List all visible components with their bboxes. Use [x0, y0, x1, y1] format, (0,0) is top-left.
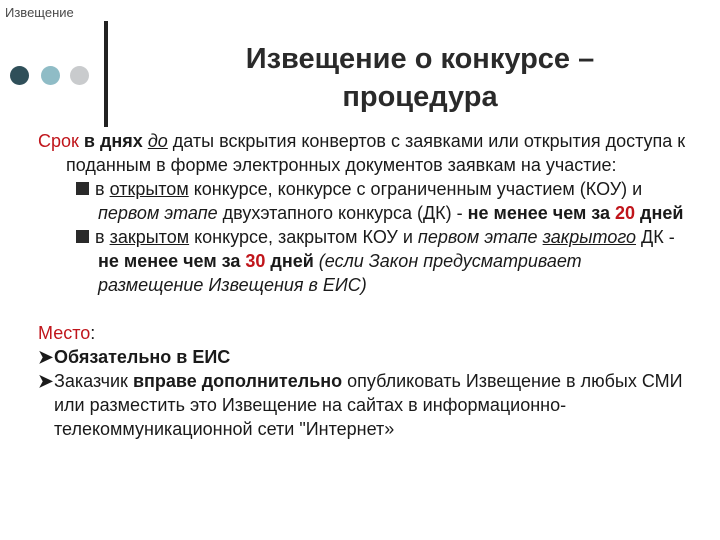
item2-days: дней — [265, 251, 314, 271]
item2-bold: не менее чем за — [98, 251, 246, 271]
checkbox-bullet-icon — [76, 230, 89, 243]
item1-text3: двухэтапного конкурса (ДК) - — [217, 203, 468, 223]
item1-pre: в — [95, 179, 110, 199]
slide-title — [160, 40, 680, 116]
srok-word: Срок — [38, 131, 79, 151]
list-item-closed — [38, 225, 688, 297]
item2-closed2: закрытого — [542, 227, 637, 247]
item1-number: 20 — [615, 203, 636, 223]
item1-bold: не менее чем за — [467, 203, 616, 223]
title-line1: Извещение о конкурсе – — [245, 43, 595, 75]
item2-note: (если Закон предусматривает размещение Извещения в ЕИС) — [98, 251, 582, 295]
item2-number: 30 — [245, 251, 266, 271]
arrow-bullet-icon: ➤ — [38, 371, 54, 391]
vertical-divider — [104, 21, 108, 127]
place-colon: : — [90, 323, 96, 343]
title-line2: процедура — [342, 81, 498, 113]
dot-dark — [10, 66, 29, 85]
item1-text2: конкурсе, конкурсе с ограниченным участием (КОУ) и — [188, 179, 643, 199]
item1-open: открытом — [109, 179, 189, 199]
item2-text2: конкурсе, закрытом КОУ и — [189, 227, 418, 247]
item2-first-stage: первом этапе — [417, 227, 538, 247]
place-bullet-1 — [38, 345, 688, 369]
item2-text3: ДК - — [636, 227, 675, 247]
list-item-open — [38, 177, 688, 225]
checkbox-bullet-icon — [76, 182, 89, 195]
dot-teal — [41, 66, 60, 85]
item1-first-stage: первом этапе — [98, 203, 218, 223]
days-word: в днях — [83, 131, 143, 151]
item2-pre: в — [95, 227, 110, 247]
dot-grey — [70, 66, 89, 85]
before-word: до — [147, 131, 168, 151]
place-label: Место — [38, 323, 91, 343]
item1-days: дней — [635, 203, 684, 223]
srok-text: даты вскрытия конвертов с заявками или открытия доступа к поданным в форме электронных документов заявкам на участие: — [66, 131, 686, 175]
header-caption: Извещение — [5, 5, 74, 20]
place-bullet-2 — [38, 369, 688, 441]
place-b2-rest: опубликовать Извещение в любых СМИ или разместить это Извещение на сайтах в информационно-телекоммуникационной сети "Интернет» — [54, 371, 683, 439]
place-b2-pre: Заказчик — [54, 371, 133, 391]
srok-paragraph — [38, 129, 688, 177]
place-b1: Обязательно в ЕИС — [54, 347, 231, 367]
slide-body — [38, 129, 688, 441]
item2-closed: закрытом — [109, 227, 190, 247]
arrow-bullet-icon: ➤ — [38, 347, 54, 367]
place-b2-bold: вправе дополнительно — [132, 371, 343, 391]
place-heading — [38, 321, 688, 345]
